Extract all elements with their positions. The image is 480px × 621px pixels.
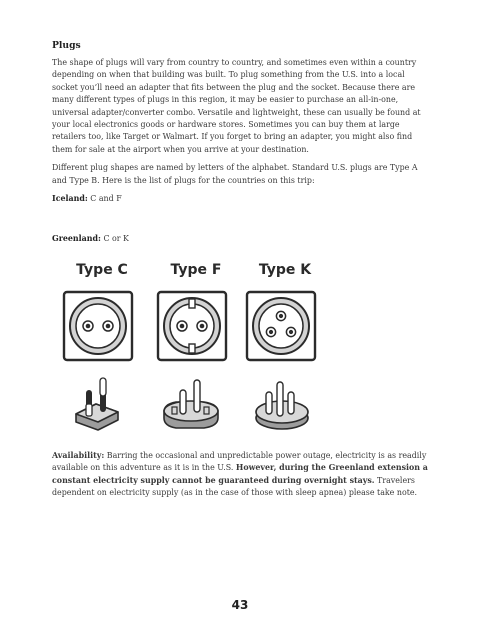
- type-f-label: Type F: [170, 262, 222, 278]
- country-plugs: C or K: [100, 234, 129, 244]
- type-k-label: Type K: [258, 262, 312, 278]
- page-number: 43: [231, 598, 249, 612]
- country-greenland: [52, 233, 432, 245]
- availability-text-1: Barring the occasional and unpredictable power outage, electricity is as readily available on this adventure as it is in the U.S.: [52, 451, 427, 473]
- type-k-plug-icon: [248, 374, 316, 432]
- availability-section: [52, 450, 432, 506]
- availability-label: Availability:: [52, 451, 105, 460]
- section-title: Plugs: [52, 40, 81, 51]
- country-name: Greenland:: [52, 234, 101, 244]
- type-c-label: Type C: [76, 262, 128, 278]
- main-content: [52, 40, 432, 252]
- intro-paragraph: The shape of plugs will vary from country to country, and sometimes even within a country depending on when that building was built. To plug something from the U.S. into a local socket you’ll need an adapter that fits between the plug and the socket. Because there are many different types of plugs in this region, it may be easier to purchase an all-in-one, universal adapter/converter combo. Versatile and lightweight, these can usually be found at your local electronics goods or hardware stores. Sometimes you can buy them at large retailers too, like Target or Walmart. If you forget to bring an adapter, you might also find them for sale at the airport when you arrive at your destination.: [52, 58, 421, 154]
- type-c-socket-icon: [62, 290, 134, 362]
- type-c-plug-icon: [66, 374, 130, 432]
- plug-types-paragraph: Different plug shapes are named by letters of the alphabet. Standard U.S. plugs are Type A and Type B. Here is the list of plugs for the countries on this trip:: [52, 163, 418, 185]
- plug-types-figure: [52, 262, 432, 442]
- availability-warning: However, during the Greenland extension a constant electricity supply cannot be guaranteed during overnight stays.: [52, 463, 428, 485]
- availability-paragraph: [52, 450, 432, 500]
- availability-text-2: Travelers dependent on electricity supply (as in the case of those with sleep apnea) please take note.: [52, 475, 418, 498]
- type-f-plug-icon: [156, 374, 224, 432]
- country-name: Iceland:: [52, 194, 88, 204]
- type-k-socket-icon: [245, 290, 317, 362]
- type-f-socket-icon: [156, 290, 228, 362]
- country-plugs: C and F: [87, 194, 122, 204]
- country-iceland: [52, 193, 432, 205]
